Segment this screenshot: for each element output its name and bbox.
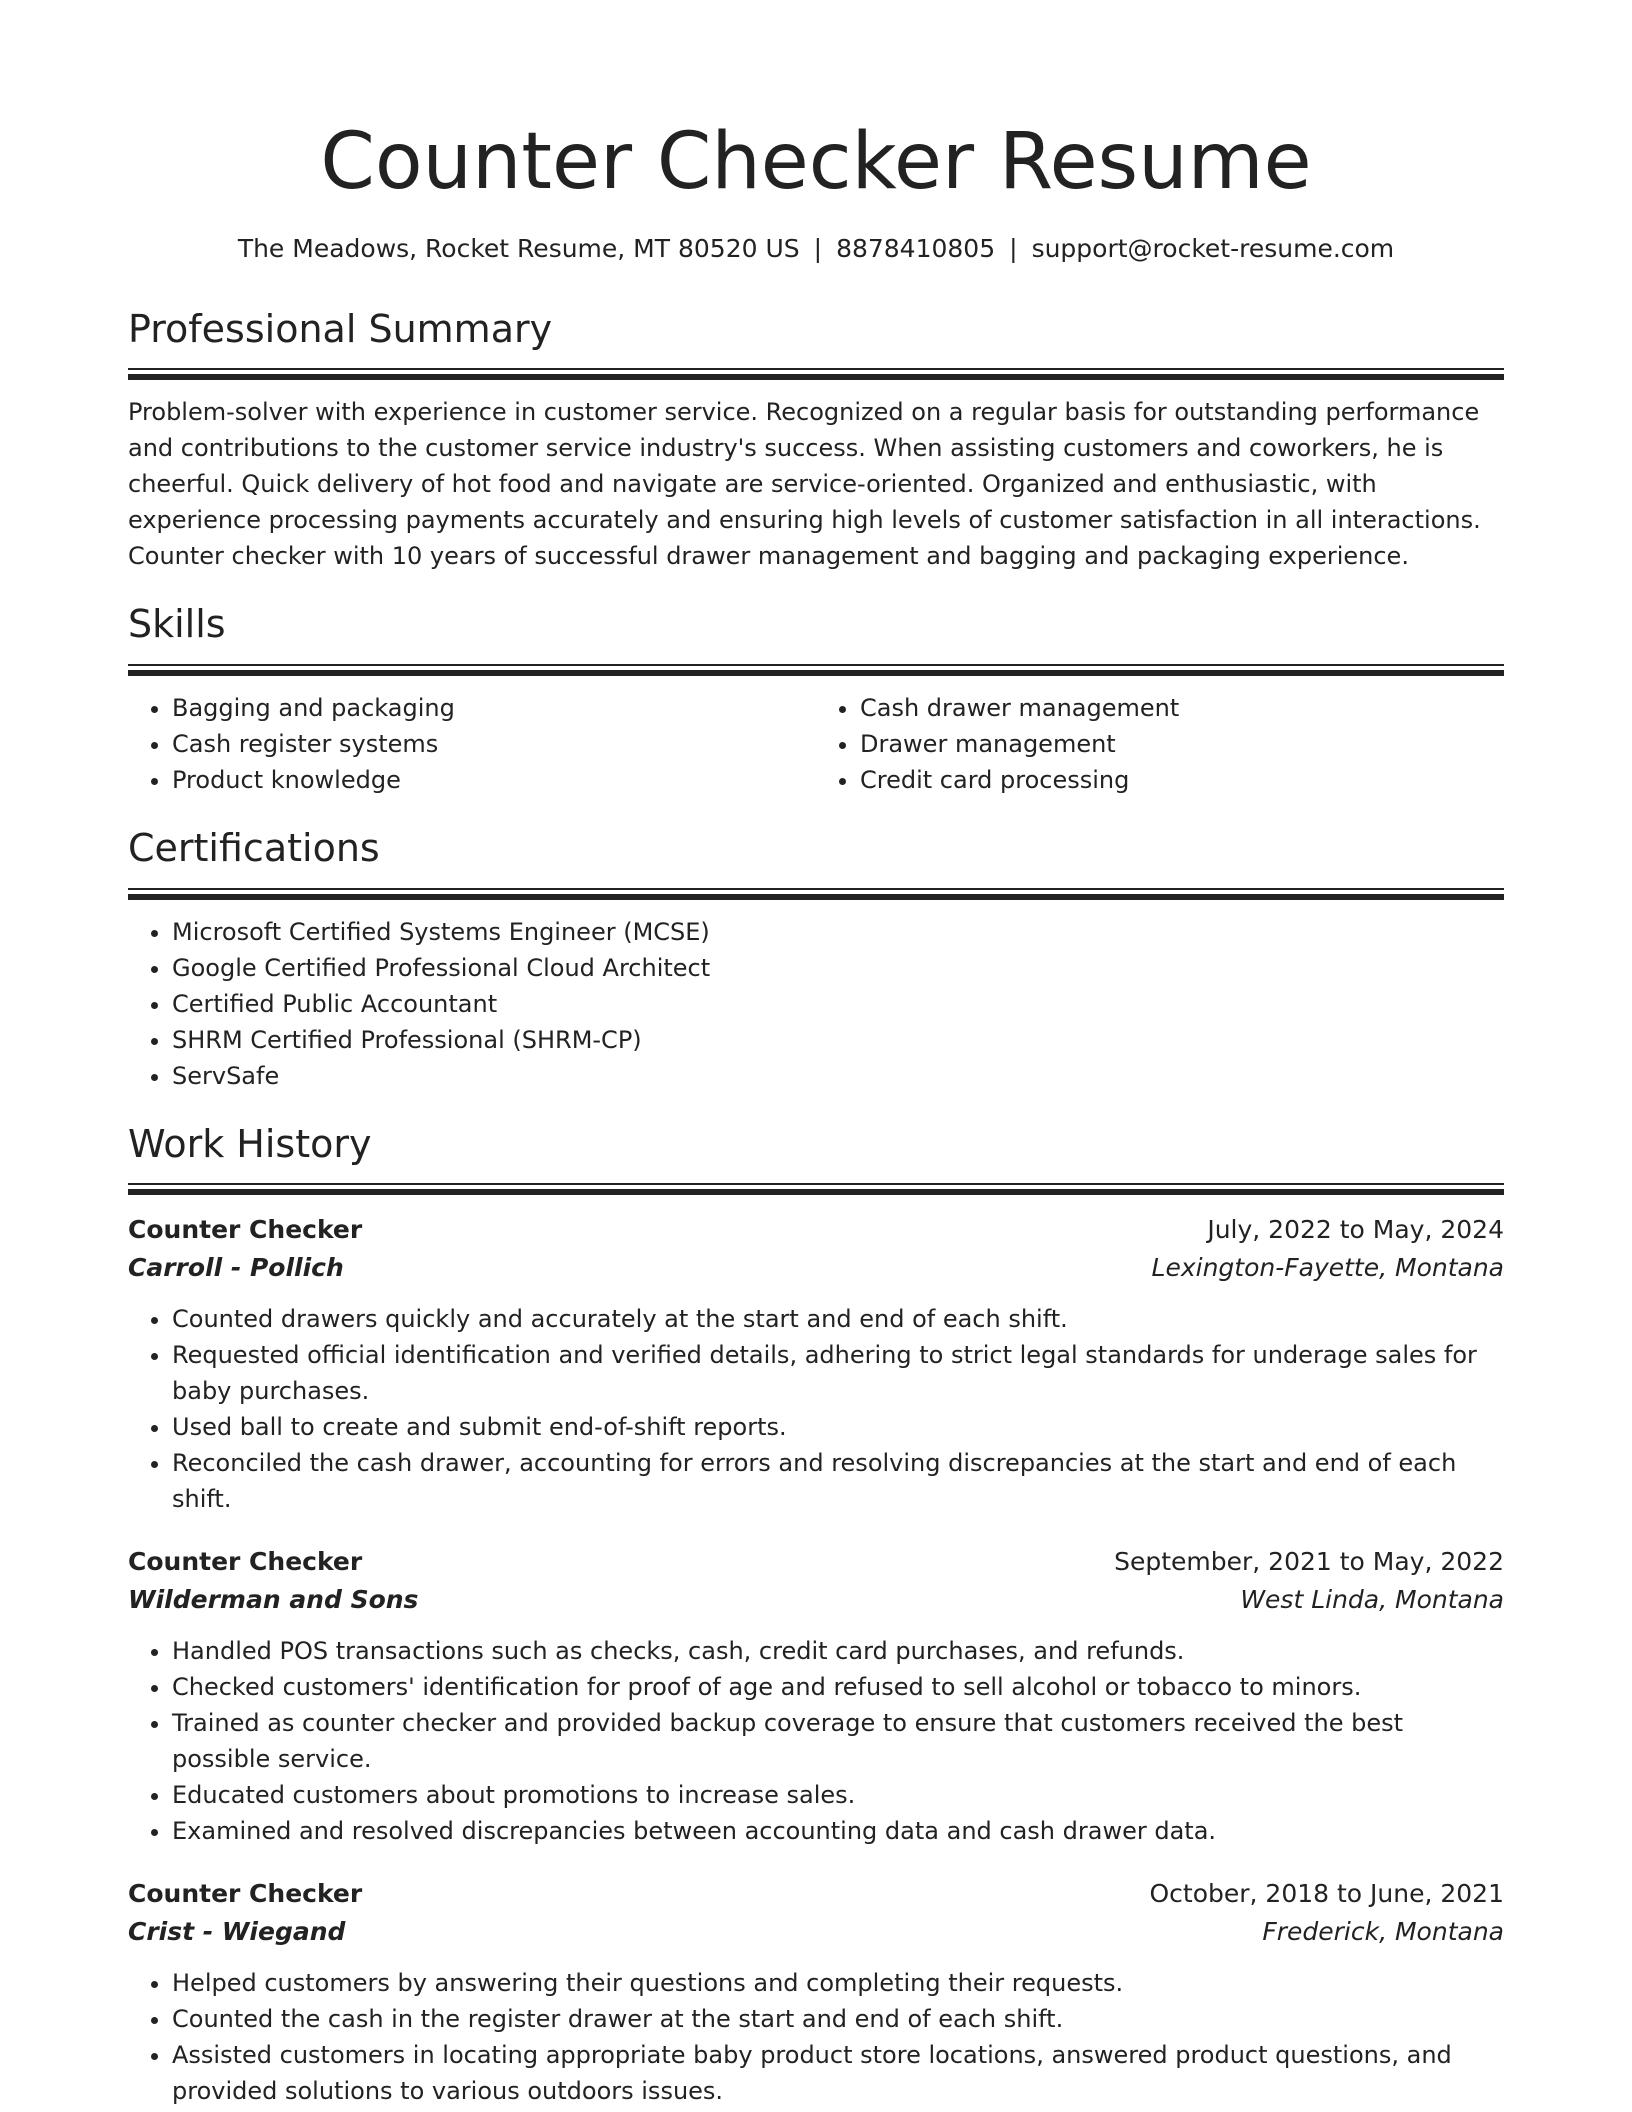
job-location: Frederick, Montana xyxy=(1262,1917,1504,1947)
job-company: Carroll - Pollich xyxy=(128,1253,344,1283)
job-dates: July, 2022 to May, 2024 xyxy=(1207,1215,1504,1245)
job-entry xyxy=(128,1211,1504,1517)
job-dates: October, 2018 to June, 2021 xyxy=(1149,1879,1504,1909)
certification-item: • ServSafe xyxy=(172,1058,1504,1094)
certification-item: • SHRM Certified Professional (SHRM-CP) xyxy=(172,1022,1504,1058)
job-header xyxy=(128,1543,1504,1581)
section-divider xyxy=(128,664,1504,676)
summary-text: Problem-solver with experience in customer service. Recognized on a regular basis for outstanding performance and contributions to the customer service industry's success. When assisting customers and coworkers, he is cheerful. Quick delivery of hot food and navigate are service-oriented. Organized and enthusiastic, with experience processing payments accurately and ensuring high levels of customer satisfaction in all interactions. Counter checker with 10 years of successful drawer management and bagging and packaging experience. xyxy=(128,398,1481,571)
job-bullet: • Reconciled the cash drawer, accounting for errors and resolving discrepancies at the start and end of each shift. xyxy=(172,1445,1504,1517)
job-bullets xyxy=(128,1965,1504,2109)
contact-phone: 8878410805 xyxy=(836,233,996,263)
section-divider xyxy=(128,1183,1504,1195)
contact-separator: | xyxy=(813,233,823,263)
job-header xyxy=(128,1875,1504,1913)
job-bullet: • Counted the cash in the register drawer at the start and end of each shift. xyxy=(172,2001,1504,2037)
skill-item: • Drawer management xyxy=(860,726,1504,762)
job-dates: September, 2021 to May, 2022 xyxy=(1114,1547,1504,1577)
skill-item: • Product knowledge xyxy=(172,762,816,798)
certification-item: • Google Certified Professional Cloud Architect xyxy=(172,950,1504,986)
job-title: Counter Checker xyxy=(128,1547,363,1577)
job-bullets xyxy=(128,1633,1504,1849)
section-divider xyxy=(128,888,1504,900)
contact-line xyxy=(128,234,1504,263)
job-entry xyxy=(128,1543,1504,1849)
work-history-heading: Work History xyxy=(128,1121,372,1166)
contact-address: The Meadows, Rocket Resume, MT 80520 US xyxy=(237,233,800,263)
job-subheader xyxy=(128,1249,1504,1287)
section-divider xyxy=(128,368,1504,380)
job-bullet: • Used ball to create and submit end-of-shift reports. xyxy=(172,1409,1504,1445)
job-bullet: • Educated customers about promotions to increase sales. xyxy=(172,1777,1504,1813)
summary-section xyxy=(128,307,1504,575)
job-title: Counter Checker xyxy=(128,1215,363,1245)
job-header xyxy=(128,1211,1504,1249)
job-bullet: • Helped customers by answering their questions and completing their requests. xyxy=(172,1965,1504,2001)
work-history-section xyxy=(128,1122,1504,2110)
job-bullet: • Assisted customers in locating appropriate baby product store locations, answered product questions, and provided solutions to various outdoors issues. xyxy=(172,2037,1504,2109)
job-bullet: • Counted drawers quickly and accurately at the start and end of each shift. xyxy=(172,1301,1504,1337)
skills-section xyxy=(128,602,1504,798)
summary-heading: Professional Summary xyxy=(128,306,553,351)
certifications-heading: Certifications xyxy=(128,825,380,870)
skill-item: • Credit card processing xyxy=(860,762,1504,798)
skill-item: • Cash register systems xyxy=(172,726,816,762)
skills-heading: Skills xyxy=(128,602,226,647)
job-bullets xyxy=(128,1301,1504,1517)
skills-right-list xyxy=(816,690,1504,798)
job-bullet: • Requested official identification and verified details, adhering to strict legal standards for underage sales for baby purchases. xyxy=(172,1337,1504,1409)
job-bullet: • Checked customers' identification for proof of age and refused to sell alcohol or tobacco to minors. xyxy=(172,1669,1504,1705)
certifications-section xyxy=(128,826,1504,1094)
skills-grid xyxy=(128,690,1504,798)
job-bullet: • Trained as counter checker and provided backup coverage to ensure that customers received the best possible service. xyxy=(172,1705,1504,1777)
job-subheader xyxy=(128,1913,1504,1951)
job-location: West Linda, Montana xyxy=(1240,1585,1504,1615)
job-company: Wilderman and Sons xyxy=(128,1585,419,1615)
job-subheader xyxy=(128,1581,1504,1619)
skill-item: • Bagging and packaging xyxy=(172,690,816,726)
resume-title: Counter Checker Resume xyxy=(320,117,1312,207)
contact-separator: | xyxy=(1009,233,1018,263)
skills-left-list xyxy=(128,690,816,798)
resume-content xyxy=(128,0,1504,2109)
job-bullet: • Handled POS transactions such as checks, cash, credit card purchases, and refunds. xyxy=(172,1633,1504,1669)
job-title: Counter Checker xyxy=(128,1879,363,1909)
skill-item: • Cash drawer management xyxy=(860,690,1504,726)
certification-item: • Certified Public Accountant xyxy=(172,986,1504,1022)
job-company: Crist - Wiegand xyxy=(128,1917,346,1947)
job-entry xyxy=(128,1875,1504,2109)
certifications-list xyxy=(128,914,1504,1094)
job-bullet: • Examined and resolved discrepancies between accounting data and cash drawer data. xyxy=(172,1813,1504,1849)
certification-item: • Microsoft Certified Systems Engineer (MCSE) xyxy=(172,914,1504,950)
contact-email[interactable]: support@rocket-resume.com xyxy=(1031,233,1395,263)
job-location: Lexington-Fayette, Montana xyxy=(1151,1253,1504,1283)
